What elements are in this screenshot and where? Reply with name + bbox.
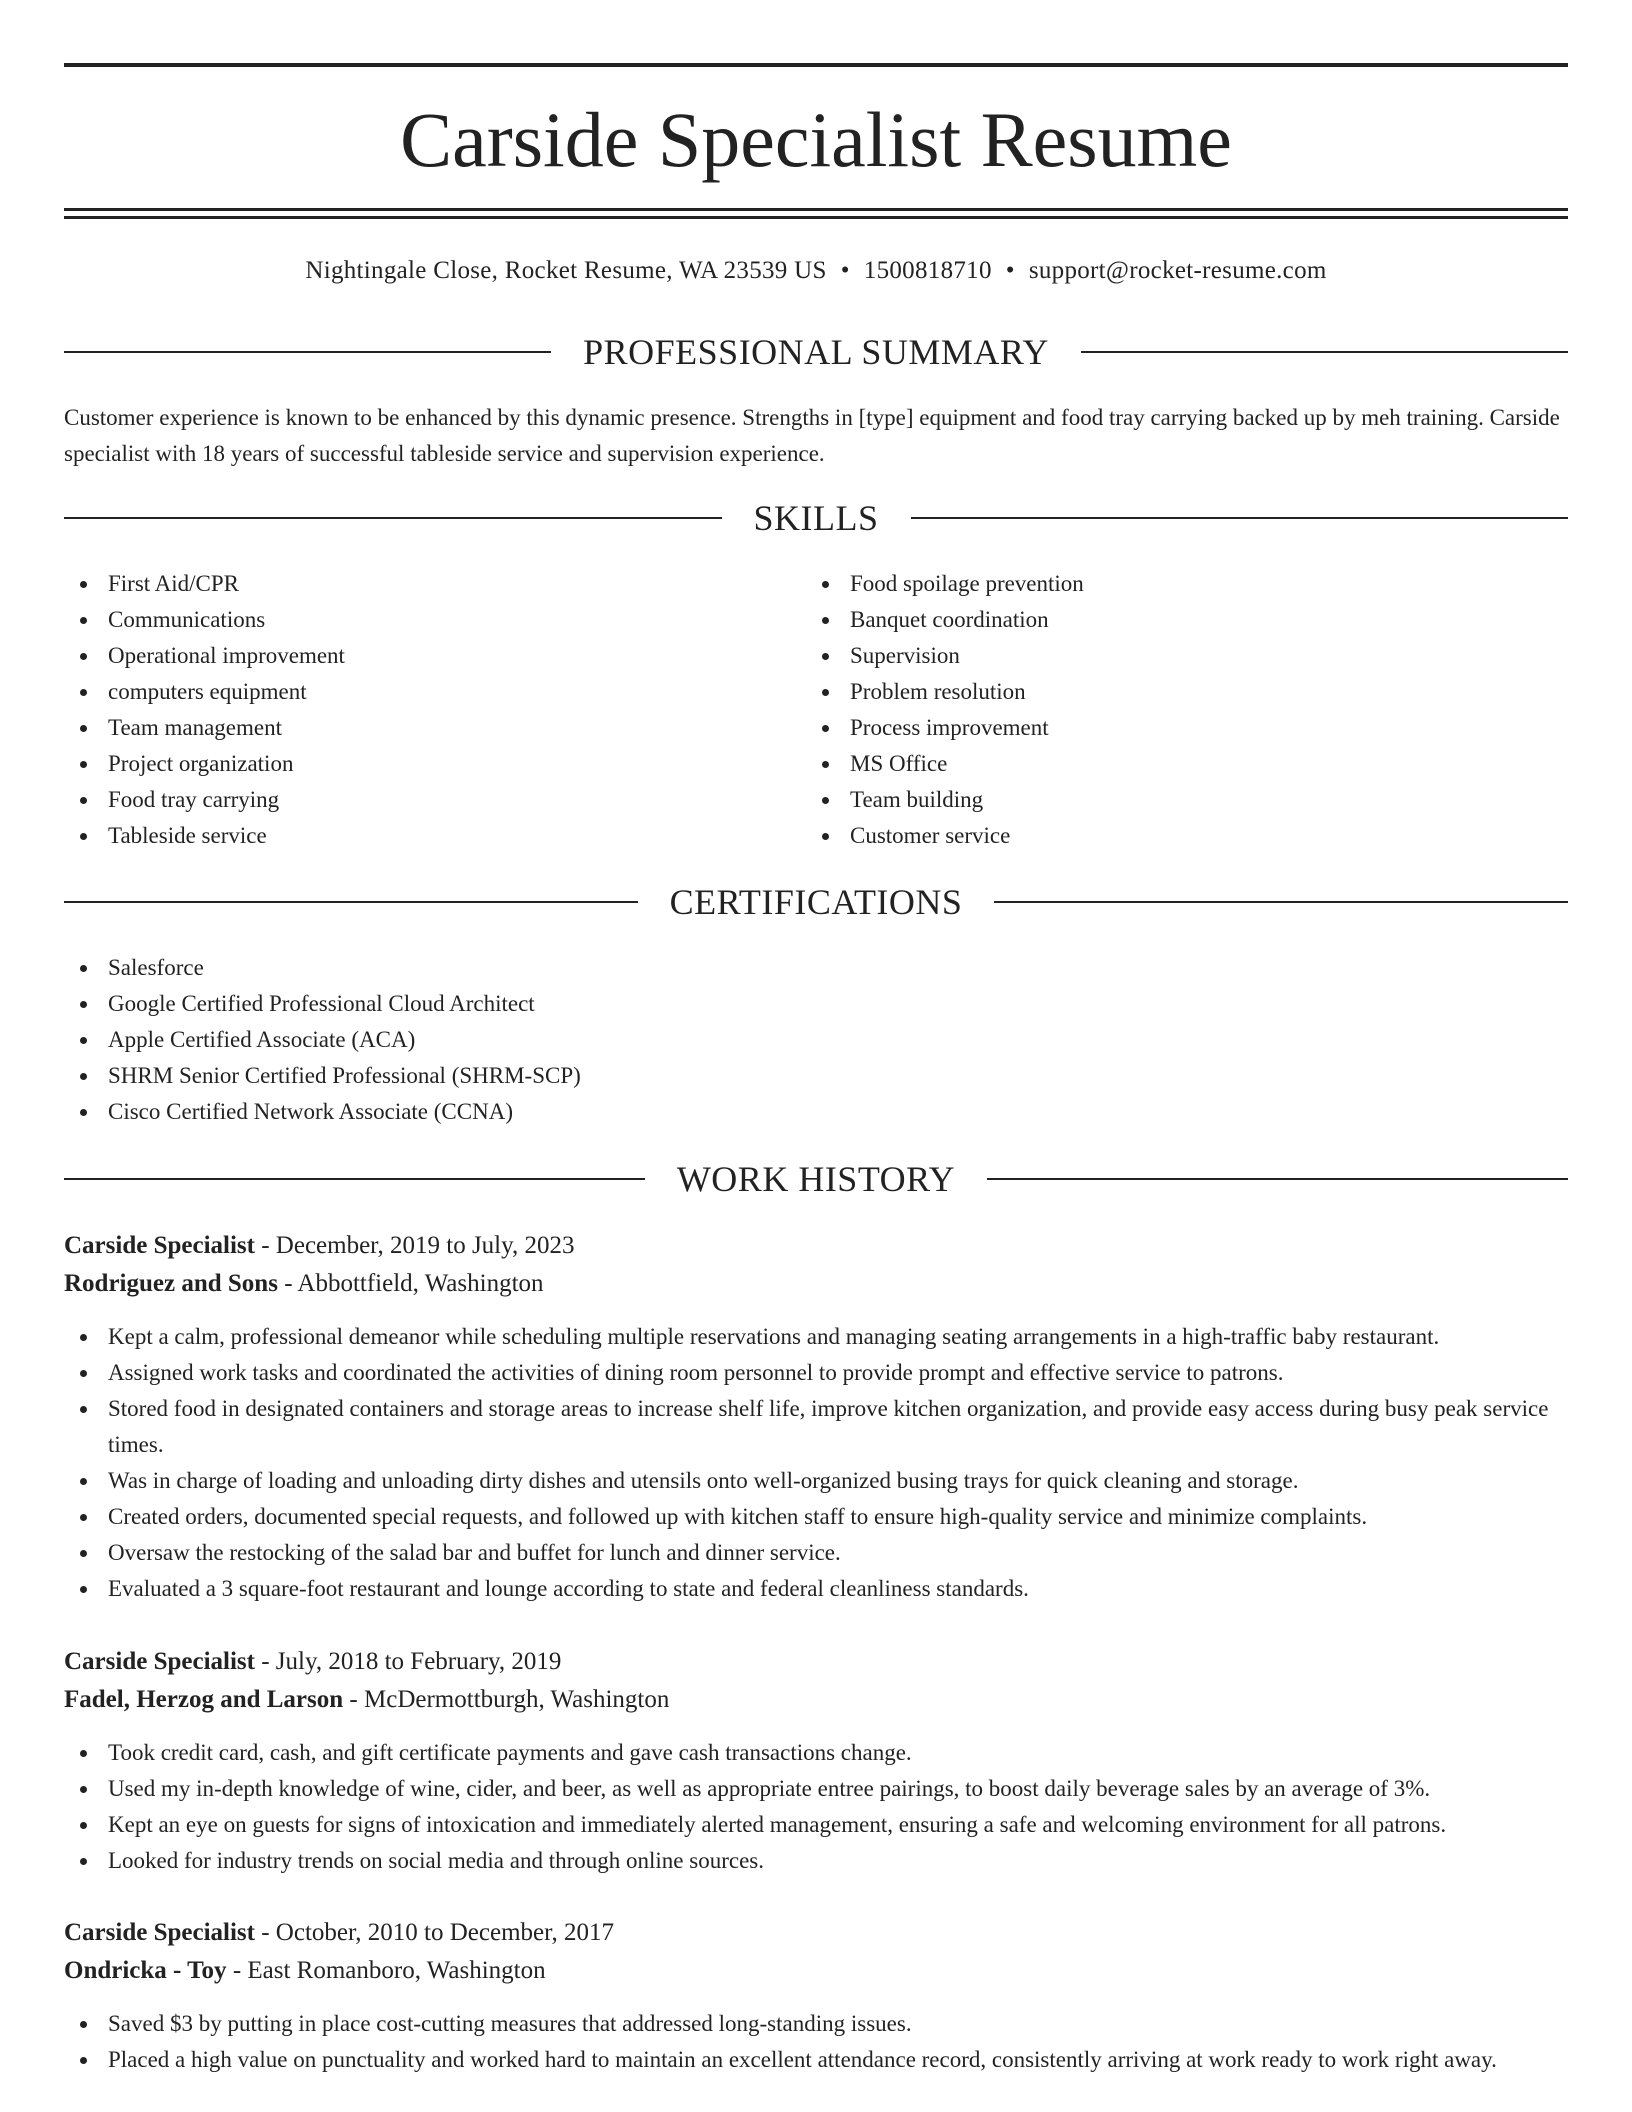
job-company: Ondricka - Toy (64, 1957, 227, 1984)
skill-item: Food spoilage prevention (806, 566, 1546, 602)
skill-item: MS Office (806, 746, 1546, 782)
job-location: - Abbottfield, Washington (277, 1270, 544, 1297)
resume-title: Carside Specialist Resume (400, 96, 1232, 183)
section-heading-label: WORK HISTORY (676, 1159, 956, 1199)
job-bullet: Used my in-depth knowledge of wine, cider, and beer, as well as appropriate entree pairings, to boost daily beverage sales by an average of 3%. (64, 1771, 1568, 1807)
job-company-line (64, 1265, 1568, 1303)
job-title-line (64, 1643, 1568, 1681)
skill-item: Team management (64, 710, 804, 746)
skill-item: Operational improvement (64, 638, 804, 674)
job-company: Rodriguez and Sons (64, 1270, 278, 1297)
job-bullet: Assigned work tasks and coordinated the activities of dining room personnel to provide prompt and effective service to patrons. (64, 1355, 1568, 1391)
heading-rule-left (64, 351, 551, 353)
job-bullets (64, 1735, 1568, 1879)
certifications-list (64, 950, 1568, 1130)
job-title-line (64, 1914, 1568, 1952)
heading-rule-right (1081, 351, 1568, 353)
skill-item: Project organization (64, 746, 804, 782)
skill-item: Banquet coordination (806, 602, 1546, 638)
certification-item: Salesforce (64, 950, 1568, 986)
job-title-line (64, 1227, 1568, 1265)
contact-address: Nightingale Close, Rocket Resume, WA 23539 US (305, 257, 827, 284)
skill-item: Food tray carrying (64, 782, 804, 818)
section-heading-label: SKILLS (753, 498, 879, 538)
skill-item: Tableside service (64, 818, 804, 854)
job-dates: - July, 2018 to February, 2019 (254, 1648, 562, 1675)
header-top-rule (64, 63, 1568, 67)
skill-item: Customer service (806, 818, 1546, 854)
header-double-rule-lower (64, 216, 1568, 219)
contact-email: support@rocket-resume.com (1028, 257, 1327, 284)
job-bullet: Saved $3 by putting in place cost-cutting measures that addressed long-standing issues. (64, 2006, 1568, 2042)
job-company-line (64, 1952, 1568, 1990)
job-bullet: Stored food in designated containers and storage areas to increase shelf life, improve kitchen organization, and provide easy access during busy peak service times. (64, 1391, 1568, 1463)
certification-item: Apple Certified Associate (ACA) (64, 1022, 1568, 1058)
section-heading-label: CERTIFICATIONS (669, 882, 963, 922)
section-heading-certifications (64, 880, 1568, 924)
contact-separator: • (1005, 257, 1015, 284)
job-bullets (64, 2006, 1568, 2078)
heading-rule-right (994, 901, 1568, 903)
skill-item: Process improvement (806, 710, 1546, 746)
skill-item: Communications (64, 602, 804, 638)
job-title: Carside Specialist (64, 1919, 255, 1946)
certification-item: SHRM Senior Certified Professional (SHRM-SCP) (64, 1058, 1568, 1094)
job-bullet: Oversaw the restocking of the salad bar and buffet for lunch and dinner service. (64, 1535, 1568, 1571)
job-title: Carside Specialist (64, 1232, 255, 1259)
job-bullet: Kept a calm, professional demeanor while scheduling multiple reservations and managing seating arrangements in a high-traffic baby restaurant. (64, 1319, 1568, 1355)
job-bullet: Was in charge of loading and unloading dirty dishes and utensils onto well-organized busing trays for quick cleaning and storage. (64, 1463, 1568, 1499)
job-bullet: Evaluated a 3 square-foot restaurant and lounge according to state and federal cleanliness standards. (64, 1571, 1568, 1607)
job-dates: - December, 2019 to July, 2023 (254, 1232, 575, 1259)
job-entry (64, 1914, 1568, 2078)
job-entry (64, 1643, 1568, 1879)
contact-separator: • (840, 257, 850, 284)
section-heading-work-history (64, 1157, 1568, 1201)
certification-item: Google Certified Professional Cloud Architect (64, 986, 1568, 1022)
job-title: Carside Specialist (64, 1648, 255, 1675)
job-location: - McDermottburgh, Washington (343, 1686, 670, 1713)
heading-rule-left (64, 901, 638, 903)
section-heading-summary (64, 330, 1568, 374)
job-location: - East Romanboro, Washington (226, 1957, 546, 1984)
section-heading-skills (64, 496, 1568, 540)
job-entry (64, 1227, 1568, 1607)
skills-list-left (64, 566, 804, 854)
skill-item: Problem resolution (806, 674, 1546, 710)
job-bullet: Created orders, documented special requests, and followed up with kitchen staff to ensure high-quality service and minimize complaints. (64, 1499, 1568, 1535)
summary-text: Customer experience is known to be enhanced by this dynamic presence. Strengths in [type] equipment and food tray carrying backed up by meh training. Carside specialist with 18 years of successful tableside service and supervision experience. (64, 405, 1560, 466)
certification-item: Cisco Certified Network Associate (CCNA) (64, 1094, 1568, 1130)
skill-item: Team building (806, 782, 1546, 818)
header-double-rule-upper (64, 208, 1568, 211)
job-bullet: Kept an eye on guests for signs of intoxication and immediately alerted management, ensuring a safe and welcoming environment for all patrons. (64, 1807, 1568, 1843)
heading-rule-right (987, 1178, 1568, 1180)
skill-item: Supervision (806, 638, 1546, 674)
skill-item: computers equipment (64, 674, 804, 710)
job-bullet: Took credit card, cash, and gift certificate payments and gave cash transactions change. (64, 1735, 1568, 1771)
job-bullets (64, 1319, 1568, 1607)
contact-line (64, 254, 1568, 288)
heading-rule-left (64, 517, 722, 519)
heading-rule-left (64, 1178, 645, 1180)
job-company-line (64, 1681, 1568, 1719)
job-company: Fadel, Herzog and Larson (64, 1686, 344, 1713)
heading-rule-right (911, 517, 1569, 519)
job-bullet: Placed a high value on punctuality and worked hard to maintain an excellent attendance record, consistently arriving at work ready to work right away. (64, 2042, 1568, 2078)
job-dates: - October, 2010 to December, 2017 (254, 1919, 614, 1946)
section-heading-label: PROFESSIONAL SUMMARY (583, 332, 1049, 372)
skills-list-right (806, 566, 1546, 854)
contact-phone: 1500818710 (863, 257, 992, 284)
skill-item: First Aid/CPR (64, 566, 804, 602)
job-bullet: Looked for industry trends on social media and through online sources. (64, 1843, 1568, 1879)
